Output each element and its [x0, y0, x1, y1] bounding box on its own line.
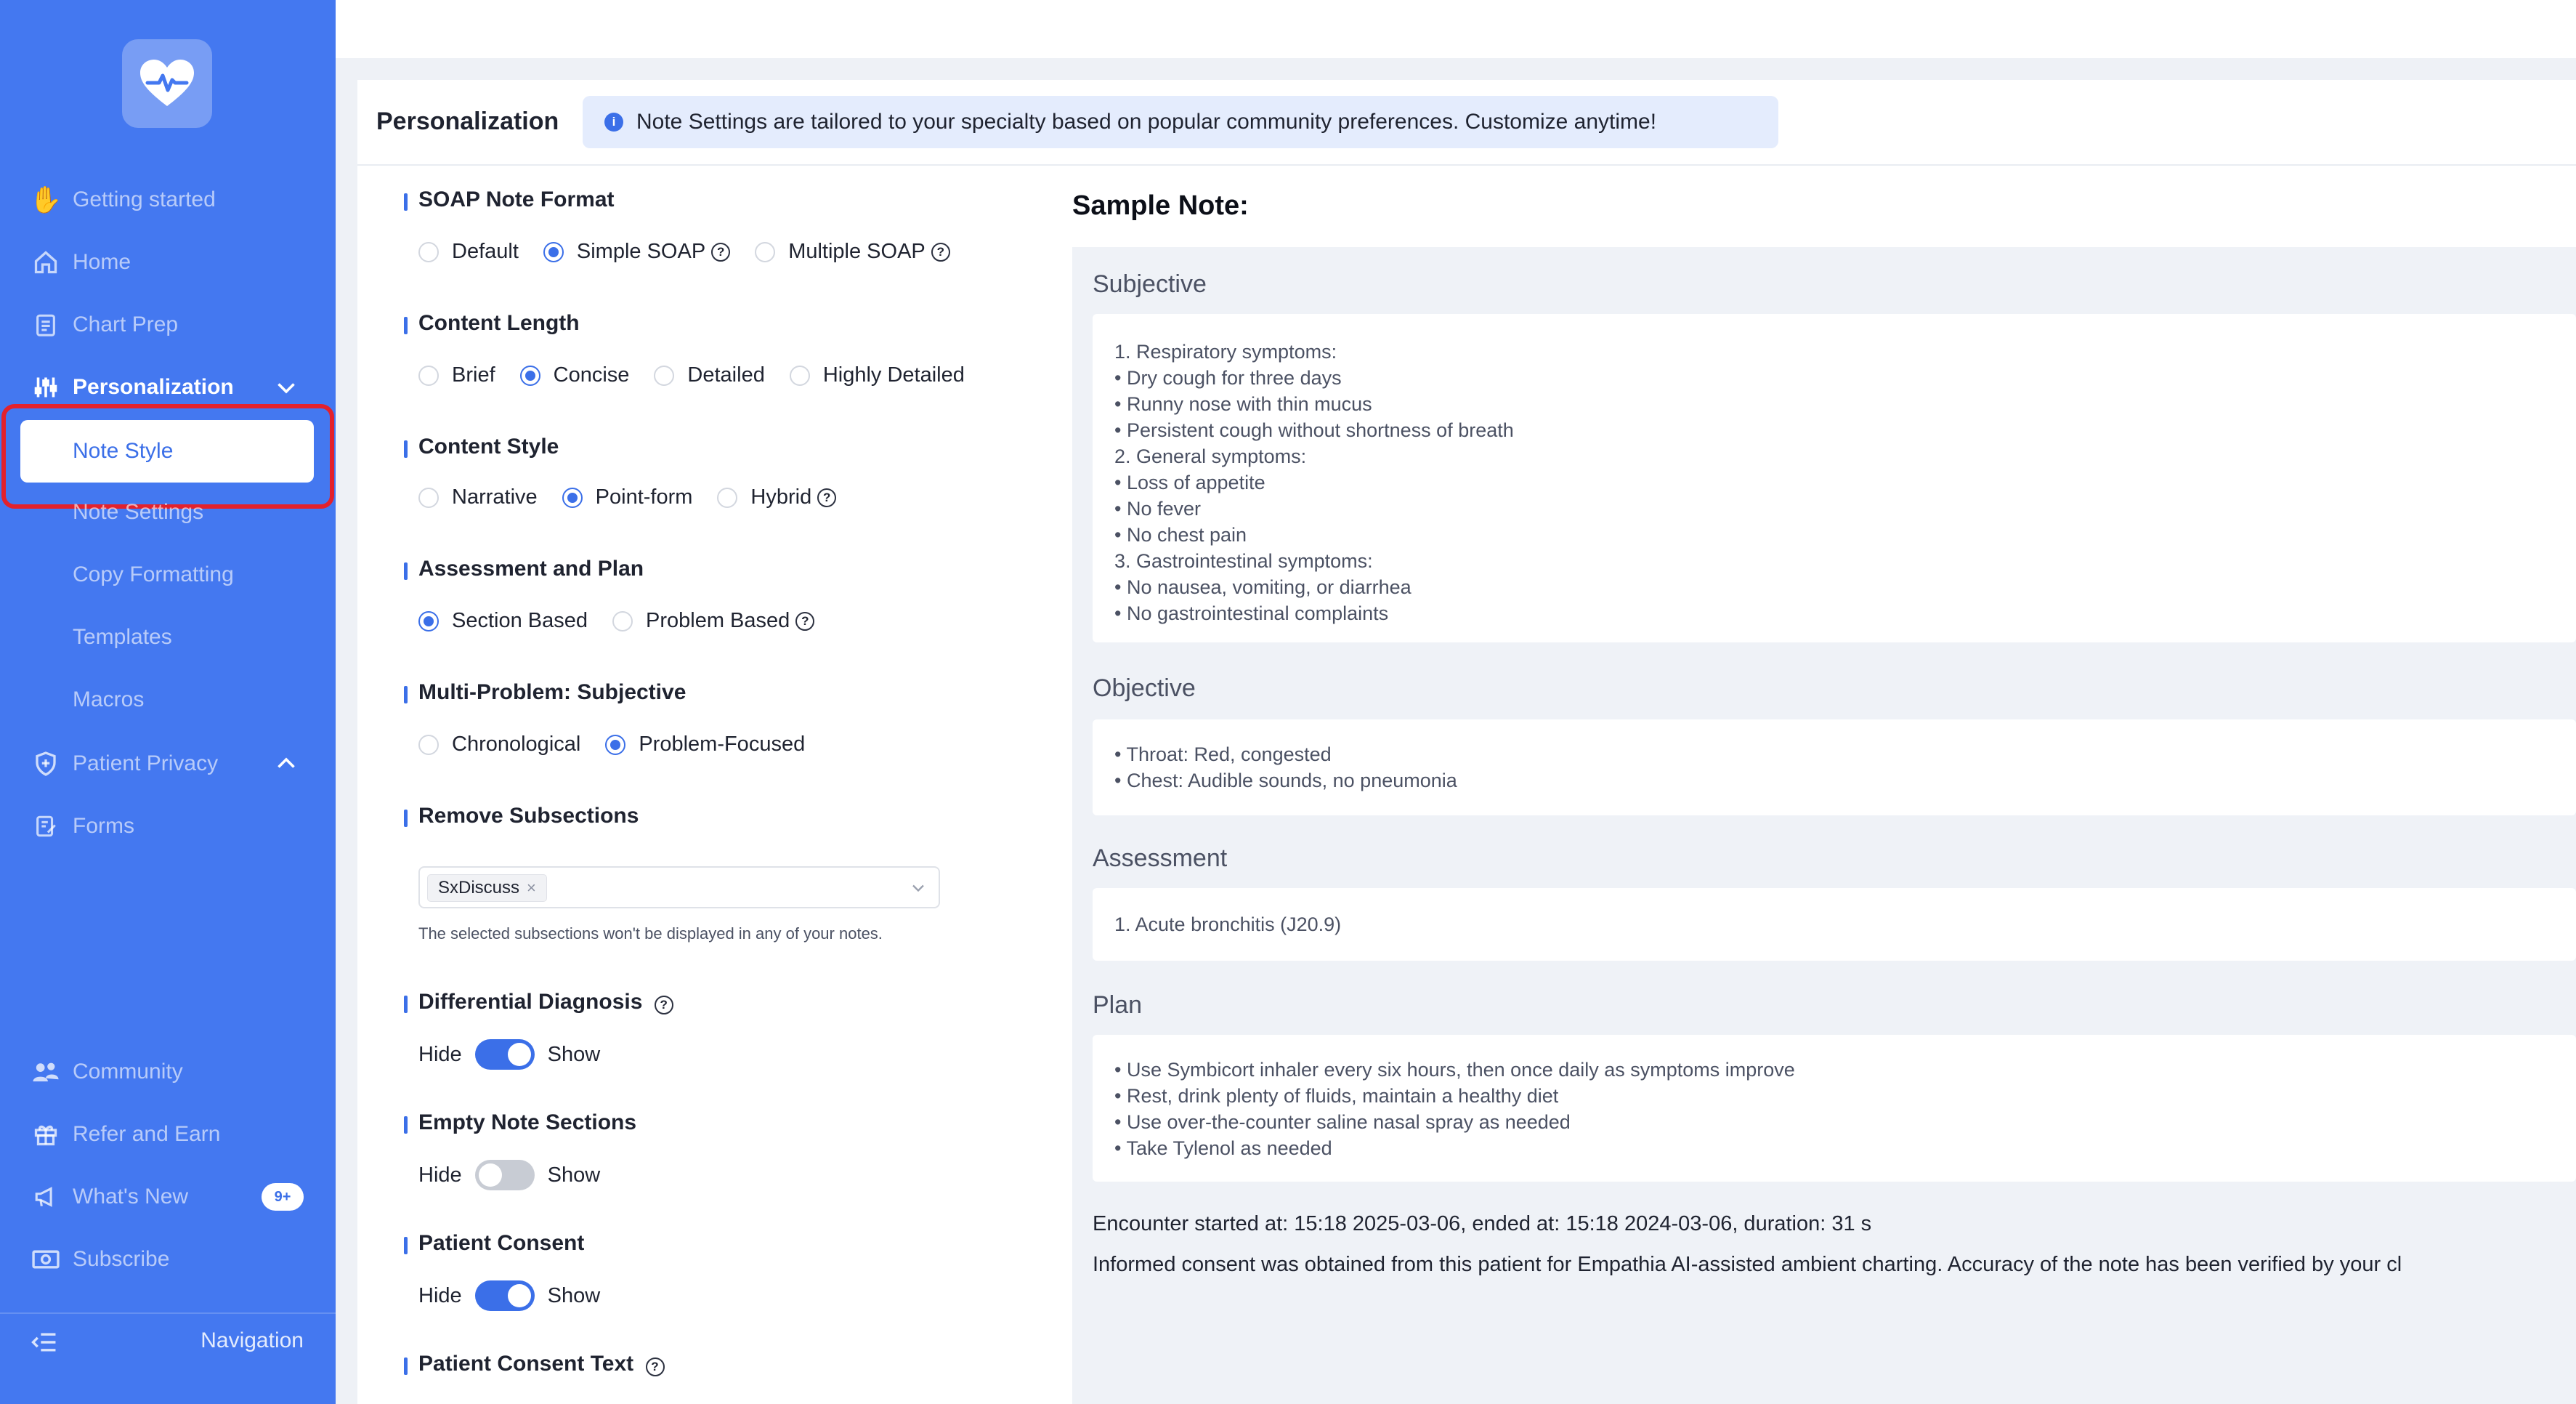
note-line: • Persistent cough without shortness of breath — [1114, 419, 1514, 441]
radio-simple-soap[interactable]: Simple SOAP ? — [543, 240, 730, 264]
help-icon[interactable]: ? — [655, 996, 673, 1014]
radio-concise[interactable]: Concise — [520, 363, 630, 387]
radio-hybrid[interactable]: Hybrid ? — [717, 485, 836, 509]
content-length-options — [418, 363, 989, 387]
assessment-content — [1093, 888, 2576, 961]
subjective-content — [1093, 314, 2576, 642]
nav-label: Community — [73, 1060, 183, 1084]
note-line: • Throat: Red, congested — [1114, 743, 1332, 765]
help-icon[interactable]: ? — [795, 612, 814, 631]
top-bar — [336, 0, 2576, 58]
chevron-down-icon[interactable] — [908, 878, 928, 898]
help-icon[interactable]: ? — [711, 243, 730, 262]
clipboard-icon — [31, 310, 61, 340]
megaphone-icon — [31, 1182, 61, 1212]
differential-switch[interactable] — [475, 1039, 535, 1070]
radio-chronological[interactable]: Chronological — [418, 733, 580, 757]
soap-format-title: SOAP Note Format — [418, 187, 615, 211]
navigation-label: Navigation — [201, 1328, 304, 1352]
sample-note — [1072, 247, 2576, 1404]
help-icon[interactable]: ? — [646, 1357, 665, 1376]
note-line: • No gastrointestinal complaints — [1114, 602, 1389, 624]
note-line: • Rest, drink plenty of fluids, maintain a healthy diet — [1114, 1085, 1559, 1107]
sidebar — [0, 0, 336, 1404]
nav-label: Refer and Earn — [73, 1122, 221, 1146]
waving-hand-icon: ✋ — [29, 185, 62, 214]
page-title: Personalization — [376, 108, 559, 135]
hide-label: Hide — [418, 1163, 462, 1187]
radio-section-based[interactable]: Section Based — [418, 609, 588, 633]
info-banner — [583, 96, 1778, 148]
note-line: • Use over-the-counter saline nasal spray as needed — [1114, 1111, 1571, 1133]
note-line: • Take Tylenol as needed — [1114, 1137, 1332, 1159]
note-line: • No nausea, vomiting, or diarrhea — [1114, 576, 1411, 598]
multi-problem-options — [418, 733, 830, 757]
nav-label: What's New — [73, 1185, 189, 1209]
note-line: 1. Respiratory symptoms: — [1114, 341, 1337, 363]
remove-subsections-title: Remove Subsections — [418, 804, 639, 828]
nav-label: Patient Privacy — [73, 751, 219, 775]
chevron-up-icon[interactable] — [273, 751, 299, 777]
radio-point-form[interactable]: Point-form — [562, 485, 693, 509]
note-line: 1. Acute bronchitis (J20.9) — [1114, 913, 1342, 935]
content-style-title: Content Style — [418, 435, 559, 459]
note-line: • Dry cough for three days — [1114, 367, 1342, 389]
radio-detailed[interactable]: Detailed — [654, 363, 764, 387]
empty-sections-toggle-row — [418, 1160, 600, 1190]
differential-toggle-row — [418, 1039, 600, 1070]
radio-highly-detailed[interactable]: Highly Detailed — [790, 363, 965, 387]
patient-consent-toggle-row — [418, 1280, 600, 1311]
nav-label: Personalization — [73, 375, 234, 399]
highlight-annotation — [1, 404, 334, 509]
chevron-down-icon[interactable] — [273, 374, 299, 400]
form-icon — [31, 811, 61, 842]
new-count-badge: 9+ — [262, 1183, 304, 1211]
subjective-heading: Subjective — [1093, 270, 1207, 298]
note-line: • Use Symbicort inhaler every six hours, then once daily as symptoms improve — [1114, 1059, 1795, 1081]
radio-multiple-soap[interactable]: Multiple SOAP ? — [755, 240, 950, 264]
objective-heading: Objective — [1093, 674, 1196, 702]
nav-whats-new[interactable] — [0, 1173, 336, 1221]
plan-heading: Plan — [1093, 991, 1143, 1019]
subsections-help: The selected subsections won't be displayed in any of your notes. — [418, 924, 883, 943]
sub-item-label: Note Style — [73, 439, 174, 463]
radio-brief[interactable]: Brief — [418, 363, 495, 387]
nav-refer-and-earn[interactable] — [0, 1110, 336, 1158]
assessment-heading: Assessment — [1093, 844, 1228, 872]
nav-label: Getting started — [73, 187, 216, 211]
nav-getting-started[interactable] — [0, 176, 336, 224]
note-line: • No chest pain — [1114, 524, 1247, 546]
navigation-toggle[interactable] — [0, 1312, 336, 1371]
nav-home[interactable] — [0, 238, 336, 286]
info-text: Note Settings are tailored to your specialty based on popular community preferences. Customize anytime! — [636, 110, 1657, 134]
shield-plus-icon — [31, 749, 61, 779]
show-label: Show — [547, 1042, 601, 1066]
empty-sections-title: Empty Note Sections — [418, 1110, 637, 1134]
sub-item-templates[interactable]: Templates — [73, 625, 172, 649]
encounter-line: Encounter started at: 15:18 2025-03-06, ended at: 15:18 2024-03-06, duration: 31 s — [1093, 1212, 1872, 1235]
radio-problem-based[interactable]: Problem Based ? — [612, 609, 814, 633]
note-line: • No fever — [1114, 498, 1201, 520]
radio-default[interactable]: Default — [418, 240, 519, 264]
assessment-plan-options — [418, 609, 839, 633]
note-line: • Runny nose with thin mucus — [1114, 393, 1372, 415]
heart-logo-icon[interactable] — [122, 39, 212, 128]
nav-subscribe[interactable] — [0, 1235, 336, 1283]
content-style-options — [418, 485, 861, 509]
nav-label: Chart Prep — [73, 312, 179, 336]
show-label: Show — [547, 1163, 601, 1187]
consent-text-title — [418, 1352, 665, 1376]
nav-label: Forms — [73, 814, 134, 838]
note-line: 3. Gastrointestinal symptoms: — [1114, 550, 1373, 572]
plan-content — [1093, 1035, 2576, 1182]
empty-sections-switch[interactable] — [475, 1160, 535, 1190]
money-icon — [31, 1244, 61, 1275]
nav-chart-prep[interactable] — [0, 301, 336, 349]
patient-consent-title: Patient Consent — [418, 1231, 585, 1255]
note-line: 2. General symptoms: — [1114, 445, 1307, 467]
subsections-select[interactable] — [418, 866, 940, 908]
help-icon[interactable]: ? — [931, 243, 950, 262]
nav-label: Home — [73, 250, 131, 274]
personalization-panel — [357, 80, 2576, 1404]
radio-narrative[interactable]: Narrative — [418, 485, 538, 509]
sub-item-copy-formatting[interactable]: Copy Formatting — [73, 562, 234, 586]
sub-item-macros[interactable]: Macros — [73, 687, 145, 711]
nav-label: Subscribe — [73, 1247, 170, 1271]
objective-content — [1093, 719, 2576, 815]
tag-label: SxDiscuss — [438, 878, 520, 897]
note-line: • Chest: Audible sounds, no pneumonia — [1114, 770, 1457, 791]
differential-title — [418, 990, 673, 1014]
nav-community[interactable] — [0, 1048, 336, 1096]
content-length-title: Content Length — [418, 311, 580, 335]
collapse-menu-icon — [31, 1330, 58, 1358]
soap-format-options — [418, 240, 975, 264]
differential-label: Differential Diagnosis — [418, 990, 643, 1014]
panel-header — [357, 80, 2576, 166]
patient-consent-switch[interactable] — [475, 1280, 535, 1311]
close-icon[interactable]: × — [527, 879, 536, 897]
radio-problem-focused[interactable]: Problem-Focused — [605, 733, 805, 757]
nav-forms[interactable] — [0, 802, 336, 850]
selected-tag — [427, 874, 547, 902]
consent-line: Informed consent was obtained from this patient for Empathia AI-assisted ambient charting. Accuracy of the note has been verified by your cl — [1093, 1253, 2402, 1276]
note-line: • Loss of appetite — [1114, 472, 1265, 493]
hide-label: Hide — [418, 1042, 462, 1066]
home-icon — [31, 247, 61, 278]
sub-item-note-settings[interactable]: Note Settings — [73, 500, 204, 524]
consent-text-label: Patient Consent Text — [418, 1352, 634, 1376]
hide-label: Hide — [418, 1283, 462, 1307]
multi-problem-title: Multi-Problem: Subjective — [418, 680, 686, 704]
gift-icon — [31, 1119, 61, 1150]
nav-patient-privacy[interactable] — [0, 740, 336, 788]
show-label: Show — [547, 1283, 601, 1307]
sample-note-title: Sample Note: — [1072, 190, 1249, 221]
sliders-icon — [31, 372, 61, 403]
help-icon[interactable]: ? — [817, 488, 836, 507]
assessment-plan-title: Assessment and Plan — [418, 557, 644, 581]
people-icon — [31, 1057, 61, 1087]
info-icon: i — [604, 113, 623, 132]
